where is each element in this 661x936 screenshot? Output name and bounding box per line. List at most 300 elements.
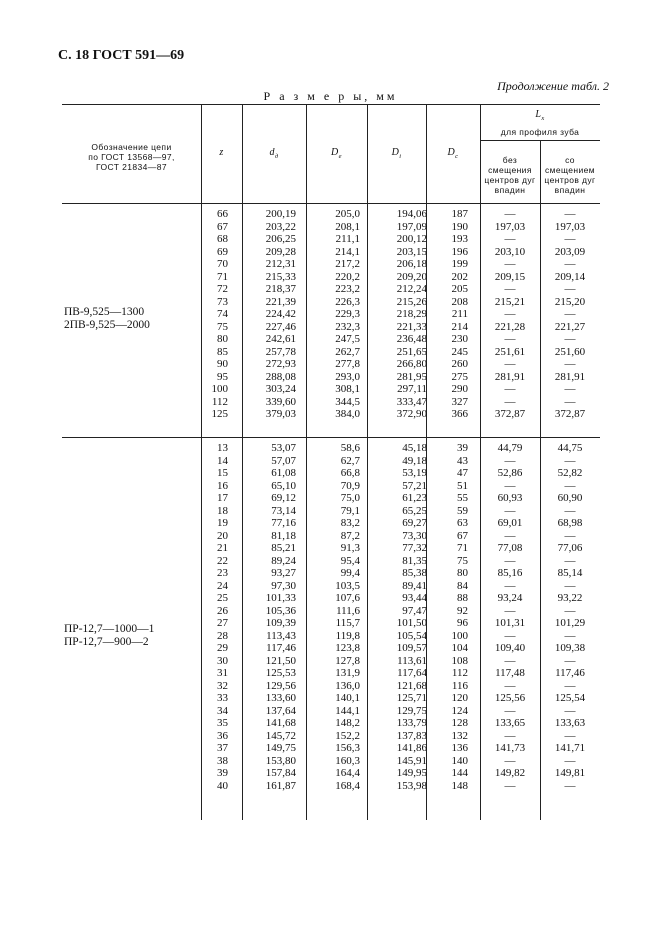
- Dc-cell: 144: [451, 767, 468, 779]
- Di-cell: 209,20: [396, 270, 427, 283]
- L-no-offset-cell: 77,08: [497, 542, 523, 554]
- L-no-offset-cell: —: [504, 308, 516, 320]
- table-row: [62, 667, 600, 680]
- dd-cell: 257,78: [265, 345, 296, 358]
- De-cell: 99,4: [340, 567, 360, 579]
- De-cell: 164,4: [335, 767, 360, 779]
- L-offset-cell: —: [564, 233, 576, 245]
- L-no-offset-cell: —: [504, 358, 516, 370]
- block-separator-rule: [62, 437, 600, 438]
- table-row: [62, 296, 600, 309]
- Dc-cell: 199: [451, 258, 468, 270]
- L-no-offset-cell: 221,28: [494, 320, 526, 333]
- L-no-offset-cell: —: [504, 383, 516, 395]
- Dc-cell: 55: [457, 492, 468, 504]
- dd-cell: 133,60: [265, 692, 296, 704]
- table-row: [62, 780, 600, 793]
- L-offset-cell: 101,29: [554, 617, 586, 629]
- Di-cell: 57,21: [402, 479, 427, 492]
- Di-cell: 121,68: [396, 679, 427, 692]
- table-row: [62, 505, 600, 518]
- Dc-cell: 196: [451, 245, 468, 258]
- dd-cell: 109,39: [265, 617, 296, 629]
- z-cell: 34: [217, 704, 228, 717]
- Dc-cell: 205: [451, 283, 468, 295]
- dd-cell: 61,08: [271, 467, 296, 479]
- L-offset-cell: 149,81: [554, 767, 586, 779]
- table-row: [62, 467, 600, 480]
- L-no-offset-cell: —: [504, 629, 516, 642]
- z-cell: 31: [217, 667, 228, 679]
- dd-cell: 209,28: [265, 245, 296, 258]
- Dc-cell: 208: [451, 295, 468, 308]
- z-cell: 29: [217, 642, 228, 654]
- De-cell: 136,0: [335, 679, 360, 692]
- Dc-cell: 245: [451, 345, 468, 358]
- L-offset-cell: —: [564, 579, 576, 592]
- table-row: [62, 717, 600, 730]
- L-no-offset-cell: —: [504, 258, 516, 270]
- L-no-offset-cell: —: [504, 454, 516, 467]
- z-cell: 85: [217, 345, 228, 358]
- L-no-offset-cell: —: [504, 529, 516, 542]
- z-cell: 71: [217, 270, 228, 283]
- table-row: [62, 542, 600, 555]
- Dc-cell: 75: [457, 554, 468, 567]
- z-cell: 18: [217, 504, 228, 517]
- De-cell: 208,1: [335, 220, 360, 233]
- z-cell: 26: [217, 604, 228, 617]
- dd-cell: 242,61: [265, 333, 296, 345]
- header-L-sub: х: [541, 115, 545, 122]
- dd-cell: 203,22: [265, 220, 296, 233]
- L-no-offset-cell: —: [504, 754, 516, 767]
- Dc-cell: 88: [457, 592, 468, 604]
- header-chain-line1: Обозначение цепи: [91, 142, 172, 152]
- De-cell: 384,0: [335, 408, 360, 420]
- Dc-cell: 124: [451, 704, 468, 717]
- header-Di-sub: i: [399, 153, 402, 160]
- L-no-offset-cell: —: [504, 579, 516, 592]
- De-cell: 223,2: [335, 283, 360, 295]
- De-cell: 83,2: [340, 517, 360, 529]
- chain-designation-line1: ПВ-9,525—1300: [64, 306, 145, 318]
- Dc-cell: 92: [457, 604, 468, 617]
- table-caption-text: Р а з м е р ы, мм: [263, 89, 398, 103]
- header-chain-line3: ГОСТ 21834—87: [96, 162, 167, 172]
- Di-cell: 73,30: [402, 529, 427, 542]
- L-no-offset-cell: —: [504, 395, 516, 408]
- table-row: [62, 258, 600, 271]
- Dc-cell: 290: [451, 383, 468, 395]
- z-cell: 27: [217, 617, 228, 629]
- Di-cell: 125,71: [396, 692, 427, 704]
- dd-cell: 105,36: [265, 604, 296, 617]
- L-offset-cell: —: [564, 283, 576, 295]
- header-L-main: L: [535, 109, 542, 120]
- z-cell: 16: [217, 479, 228, 492]
- Di-cell: 85,38: [402, 567, 427, 579]
- header-no-offset-line1: без: [502, 155, 518, 165]
- z-cell: 69: [217, 245, 228, 258]
- Di-cell: 113,61: [397, 654, 427, 667]
- chain-block-pr: [62, 442, 600, 792]
- table-row: [62, 655, 600, 668]
- table-top-rule: [62, 104, 600, 105]
- L-no-offset-cell: —: [504, 554, 516, 567]
- De-cell: 344,5: [335, 395, 360, 408]
- L-no-offset-cell: —: [504, 283, 516, 295]
- L-offset-cell: 209,14: [554, 270, 586, 283]
- Di-cell: 101,50: [396, 617, 427, 629]
- Di-cell: 372,90: [396, 408, 427, 420]
- L-no-offset-cell: 125,56: [494, 692, 526, 704]
- Di-cell: 145,91: [396, 754, 427, 767]
- continuation-note: Продолжение табл. 2: [497, 79, 609, 93]
- table-row: [62, 680, 600, 693]
- z-cell: 73: [217, 295, 228, 308]
- z-cell: 32: [217, 679, 228, 692]
- dd-cell: 149,75: [265, 742, 296, 754]
- dd-cell: 101,33: [265, 592, 296, 604]
- L-no-offset-cell: 44,79: [497, 442, 523, 454]
- table-row: [62, 742, 600, 755]
- header-Di: [367, 148, 426, 162]
- L-no-offset-cell: —: [504, 233, 516, 245]
- Dc-cell: 230: [451, 333, 468, 345]
- De-cell: 66,8: [340, 467, 360, 479]
- Dc-cell: 136: [451, 742, 468, 754]
- table-row: [62, 592, 600, 605]
- L-offset-cell: 215,20: [554, 295, 586, 308]
- L-no-offset-cell: 281,91: [494, 370, 526, 383]
- Di-cell: 281,95: [396, 370, 427, 383]
- table-row: [62, 233, 600, 246]
- header-dd: [242, 148, 306, 162]
- header-z: z: [219, 147, 224, 158]
- dd-cell: 272,93: [265, 358, 296, 370]
- Dc-cell: 51: [457, 479, 468, 492]
- header-dd-main: d: [269, 147, 275, 158]
- table-row: [62, 692, 600, 705]
- L-no-offset-cell: —: [504, 504, 516, 517]
- Dc-cell: 39: [457, 442, 468, 454]
- table-row: [62, 605, 600, 618]
- dd-cell: 73,14: [271, 504, 296, 517]
- De-cell: 95,4: [340, 554, 360, 567]
- table-row: [62, 767, 600, 780]
- Dc-cell: 59: [457, 504, 468, 517]
- De-cell: 103,5: [335, 579, 360, 592]
- L-offset-cell: —: [564, 629, 576, 642]
- Di-cell: 194,06: [396, 208, 427, 220]
- L-no-offset-cell: —: [504, 208, 516, 220]
- De-cell: 119,8: [335, 629, 360, 642]
- Di-cell: 266,80: [396, 358, 427, 370]
- z-cell: 37: [217, 742, 228, 754]
- table-row: [62, 383, 600, 396]
- L-offset-cell: 141,71: [554, 742, 586, 754]
- Dc-cell: 63: [457, 517, 468, 529]
- table-row: [62, 333, 600, 346]
- De-cell: 262,7: [335, 345, 360, 358]
- L-offset-cell: —: [564, 208, 576, 220]
- De-cell: 107,6: [335, 592, 360, 604]
- De-cell: 144,1: [335, 704, 360, 717]
- Di-cell: 129,75: [396, 704, 427, 717]
- De-cell: 168,4: [335, 779, 360, 792]
- dd-cell: 129,56: [265, 679, 296, 692]
- Di-cell: 105,54: [396, 629, 427, 642]
- header-bottom-rule: [62, 203, 600, 204]
- Dc-cell: 108: [451, 654, 468, 667]
- Di-cell: 203,15: [396, 245, 427, 258]
- dd-cell: 137,64: [265, 704, 296, 717]
- z-cell: 24: [217, 579, 228, 592]
- De-cell: 62,7: [340, 454, 360, 467]
- L-offset-cell: 68,98: [557, 517, 583, 529]
- z-cell: 17: [217, 492, 228, 504]
- L-offset-cell: —: [564, 654, 576, 667]
- L-no-offset-cell: 251,61: [494, 345, 526, 358]
- z-cell: 38: [217, 754, 228, 767]
- Di-cell: 117,64: [397, 667, 427, 679]
- table-row: [62, 705, 600, 718]
- dd-cell: 288,08: [265, 370, 296, 383]
- L-no-offset-cell: —: [504, 654, 516, 667]
- dd-cell: 153,80: [265, 754, 296, 767]
- De-cell: 211,1: [335, 233, 360, 245]
- table-row: [62, 208, 600, 221]
- De-cell: 220,2: [335, 270, 360, 283]
- L-no-offset-cell: —: [504, 604, 516, 617]
- L-offset-cell: 133,63: [554, 717, 586, 729]
- L-no-offset-cell: 372,87: [494, 408, 526, 420]
- Di-cell: 251,65: [396, 345, 427, 358]
- De-cell: 131,9: [335, 667, 360, 679]
- header-L-description: для профиля зуба: [500, 127, 580, 137]
- dd-cell: 117,46: [266, 642, 296, 654]
- table-row: [62, 318, 600, 334]
- Di-cell: 149,95: [396, 767, 427, 779]
- chain-designation-line2: 2ПВ-9,525—2000: [64, 318, 150, 331]
- page-header: С. 18 ГОСТ 591—69: [58, 48, 185, 63]
- Di-cell: 200,12: [396, 233, 427, 245]
- table-row: [62, 580, 600, 593]
- L-offset-cell: 77,06: [557, 542, 583, 554]
- Di-cell: 212,24: [396, 283, 427, 295]
- L-offset-cell: —: [564, 258, 576, 270]
- Dc-cell: 190: [451, 220, 468, 233]
- z-cell: 36: [217, 729, 228, 742]
- chain-designation-line2: ПР-12,7—900—2: [64, 635, 149, 648]
- dd-cell: 113,43: [266, 629, 296, 642]
- z-cell: 95: [217, 370, 228, 383]
- De-cell: 226,3: [335, 295, 360, 308]
- Di-cell: 69,27: [402, 517, 427, 529]
- Di-cell: 137,83: [396, 729, 427, 742]
- z-cell: 100: [211, 383, 228, 395]
- table-row: [62, 755, 600, 768]
- Dc-cell: 214: [451, 320, 468, 333]
- De-cell: 156,3: [335, 742, 360, 754]
- Dc-cell: 366: [451, 408, 468, 420]
- dd-cell: 227,46: [265, 320, 296, 333]
- L-no-offset-cell: 209,15: [494, 270, 526, 283]
- header-chain-line2: по ГОСТ 13568—97,: [88, 152, 175, 162]
- table-row: [62, 283, 600, 296]
- L-no-offset-cell: 85,16: [497, 567, 523, 579]
- table-row: [62, 642, 600, 655]
- L-no-offset-cell: —: [504, 333, 516, 345]
- z-cell: 66: [217, 208, 228, 220]
- header-no-offset-line3: центров дуг: [484, 175, 536, 185]
- L-offset-cell: —: [564, 529, 576, 542]
- L-no-offset-cell: —: [504, 479, 516, 492]
- L-offset-cell: 52,82: [557, 467, 583, 479]
- De-cell: 87,2: [340, 529, 360, 542]
- L-offset-cell: —: [564, 358, 576, 370]
- z-cell: 15: [217, 467, 228, 479]
- L-offset-cell: 93,22: [557, 592, 583, 604]
- header-chain-designation: [62, 142, 201, 172]
- Dc-cell: 211: [451, 308, 468, 320]
- L-no-offset-cell: 101,31: [494, 617, 526, 629]
- L-no-offset-cell: 109,40: [494, 642, 526, 654]
- L-offset-cell: 372,87: [554, 408, 586, 420]
- L-no-offset-cell: 215,21: [494, 295, 526, 308]
- De-cell: 91,3: [340, 542, 360, 554]
- dd-cell: 161,87: [265, 779, 296, 792]
- De-cell: 70,9: [340, 479, 360, 492]
- De-cell: 75,0: [340, 492, 360, 504]
- dd-cell: 221,39: [265, 295, 296, 308]
- z-cell: 74: [217, 308, 228, 320]
- L-offset-cell: —: [564, 604, 576, 617]
- Dc-cell: 71: [457, 542, 468, 554]
- table-row: [62, 567, 600, 580]
- L-offset-cell: 109,38: [554, 642, 586, 654]
- dd-cell: 145,72: [265, 729, 296, 742]
- De-cell: 277,8: [335, 358, 360, 370]
- dd-cell: 215,33: [265, 270, 296, 283]
- dd-cell: 224,42: [265, 308, 296, 320]
- L-offset-cell: 197,03: [554, 220, 586, 233]
- Di-cell: 45,18: [402, 442, 427, 454]
- L-no-offset-cell: 52,86: [497, 467, 523, 479]
- L-no-offset-cell: 141,73: [494, 742, 526, 754]
- De-cell: 115,7: [335, 617, 360, 629]
- header-De-sub: e: [338, 153, 342, 160]
- dd-cell: 303,24: [265, 383, 296, 395]
- header-offset-line2: смещением: [544, 165, 596, 175]
- table-row: [62, 730, 600, 743]
- z-cell: 25: [217, 592, 228, 604]
- L-offset-cell: 85,14: [557, 567, 583, 579]
- L-no-offset-cell: 203,10: [494, 245, 526, 258]
- dd-cell: 125,53: [265, 667, 296, 679]
- L-offset-cell: —: [564, 308, 576, 320]
- table-row: [62, 555, 600, 568]
- L-offset-cell: —: [564, 779, 576, 792]
- L-offset-cell: —: [564, 704, 576, 717]
- header-offset-line3: центров дуг: [544, 175, 596, 185]
- dd-cell: 97,30: [271, 579, 296, 592]
- L-no-offset-cell: —: [504, 679, 516, 692]
- Di-cell: 97,47: [402, 604, 427, 617]
- Di-cell: 218,29: [396, 308, 427, 320]
- Dc-cell: 84: [457, 579, 468, 592]
- De-cell: 123,8: [335, 642, 360, 654]
- dd-cell: 121,50: [265, 654, 296, 667]
- Di-cell: 197,09: [396, 220, 427, 233]
- Dc-cell: 120: [451, 692, 468, 704]
- Dc-cell: 80: [457, 567, 468, 579]
- dd-cell: 89,24: [271, 554, 296, 567]
- dd-cell: 157,84: [265, 767, 296, 779]
- Di-cell: 206,18: [396, 258, 427, 270]
- header-Dc: [426, 148, 480, 162]
- header-no-offset-line2: смещения: [488, 165, 532, 175]
- Di-cell: 221,33: [396, 320, 427, 333]
- Di-cell: 61,23: [402, 492, 427, 504]
- Di-cell: 236,48: [396, 333, 427, 345]
- dd-cell: 93,27: [271, 567, 296, 579]
- z-cell: 80: [217, 333, 228, 345]
- chain-designation-line1: ПР-12,7—1000—1: [64, 623, 155, 635]
- z-cell: 28: [217, 629, 228, 642]
- z-cell: 23: [217, 567, 228, 579]
- L-offset-cell: 60,90: [557, 492, 583, 504]
- table-row: [62, 308, 600, 321]
- header-no-offset-line4: впадин: [494, 185, 526, 195]
- Di-cell: 133,79: [396, 717, 427, 729]
- header-De: [306, 148, 367, 162]
- L-no-offset-cell: 197,03: [494, 220, 526, 233]
- De-cell: 308,1: [335, 383, 360, 395]
- L-no-offset-cell: —: [504, 779, 516, 792]
- z-cell: 19: [217, 517, 228, 529]
- z-cell: 21: [217, 542, 228, 554]
- header-Dc-main: D: [447, 147, 456, 158]
- Di-cell: 141,86: [396, 742, 427, 754]
- header-offset-line1: со: [565, 155, 575, 165]
- De-cell: 148,2: [335, 717, 360, 729]
- z-cell: 13: [217, 442, 228, 454]
- L-offset-cell: —: [564, 679, 576, 692]
- Di-cell: 153,98: [396, 779, 427, 792]
- L-offset-cell: —: [564, 395, 576, 408]
- dd-cell: 53,07: [271, 442, 296, 454]
- Dc-cell: 47: [457, 467, 468, 479]
- header-L: [480, 110, 600, 124]
- L-no-offset-cell: 117,48: [495, 667, 525, 679]
- L-offset-cell: 44,75: [557, 442, 583, 454]
- table-row: [62, 408, 600, 421]
- z-cell: 68: [217, 233, 228, 245]
- De-cell: 214,1: [335, 245, 360, 258]
- De-cell: 140,1: [335, 692, 360, 704]
- table-row: [62, 358, 600, 371]
- Dc-cell: 67: [457, 529, 468, 542]
- De-cell: 111,6: [336, 604, 360, 617]
- z-cell: 67: [217, 220, 228, 233]
- L-offset-cell: —: [564, 504, 576, 517]
- z-cell: 70: [217, 258, 228, 270]
- L-no-offset-cell: —: [504, 729, 516, 742]
- Di-cell: 215,26: [396, 295, 427, 308]
- dd-cell: 218,37: [265, 283, 296, 295]
